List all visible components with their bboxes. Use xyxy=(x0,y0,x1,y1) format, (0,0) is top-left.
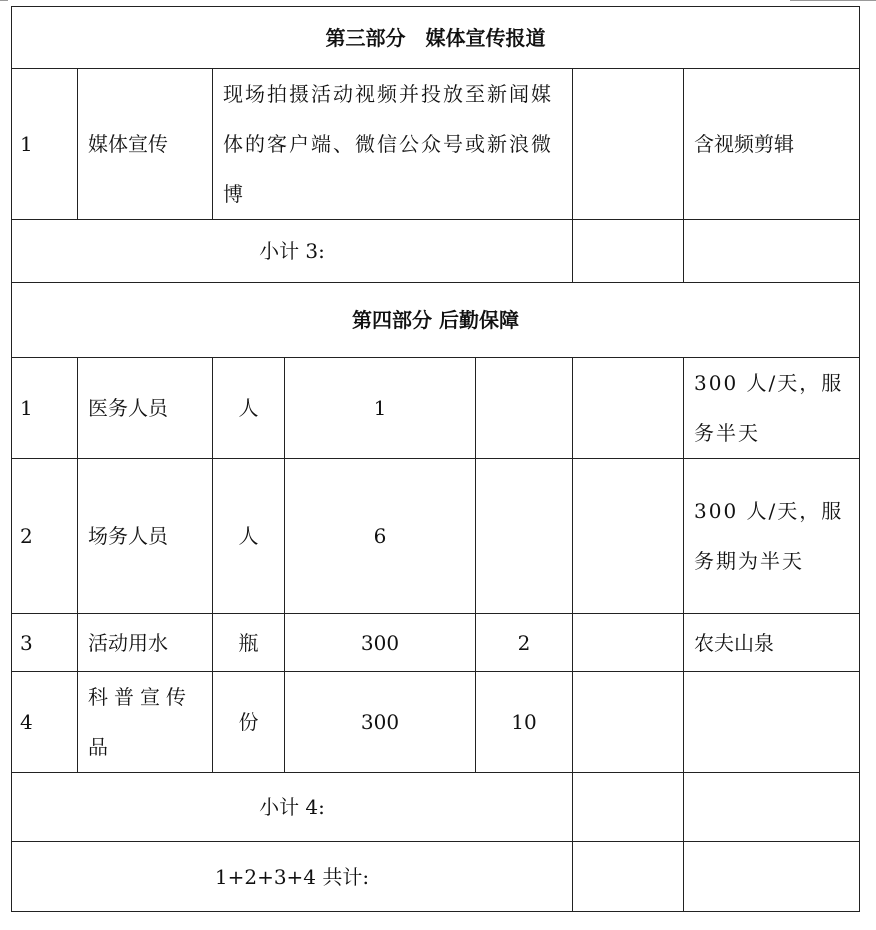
empty-cell xyxy=(684,672,860,773)
grand-total-label: 1+2+3+4 共计: xyxy=(12,842,573,912)
item-price: 10 xyxy=(476,672,573,773)
empty-cell xyxy=(573,358,684,459)
empty-cell xyxy=(573,614,684,672)
empty-cell xyxy=(573,672,684,773)
empty-cell xyxy=(684,842,860,912)
row-number: 1 xyxy=(12,358,78,459)
item-price xyxy=(476,358,573,459)
subtotal-row xyxy=(12,220,860,283)
item-note: 300 人/天，服务半天 xyxy=(684,358,860,459)
table-row xyxy=(12,614,860,672)
empty-cell xyxy=(573,459,684,614)
item-name: 医务人员 xyxy=(78,358,213,459)
table-row xyxy=(12,69,860,220)
empty-cell xyxy=(573,842,684,912)
part3-title: 第三部分 媒体宣传报道 xyxy=(12,7,860,69)
item-quantity: 1 xyxy=(285,358,476,459)
subtotal-4-label: 小计 4: xyxy=(12,773,573,842)
budget-table xyxy=(11,6,860,912)
item-content: 现场拍摄活动视频并投放至新闻媒体的客户端、微信公众号或新浪微博 xyxy=(213,69,573,220)
table-row xyxy=(12,672,860,773)
item-name: 媒体宣传 xyxy=(78,69,213,220)
empty-cell xyxy=(684,773,860,842)
subtotal-row xyxy=(12,773,860,842)
row-number: 3 xyxy=(12,614,78,672)
part4-header-row xyxy=(12,283,860,358)
table-row xyxy=(12,459,860,614)
empty-cell xyxy=(684,220,860,283)
item-quantity: 300 xyxy=(285,614,476,672)
top-edge-mark-right xyxy=(790,0,876,4)
item-note: 含视频剪辑 xyxy=(684,69,860,220)
empty-cell xyxy=(573,220,684,283)
row-number: 4 xyxy=(12,672,78,773)
empty-cell xyxy=(573,773,684,842)
item-quantity: 300 xyxy=(285,672,476,773)
table-row xyxy=(12,358,860,459)
item-price xyxy=(476,459,573,614)
item-note: 农夫山泉 xyxy=(684,614,860,672)
item-note: 300 人/天，服务期为半天 xyxy=(684,459,860,614)
item-name: 科普宣传品 xyxy=(78,672,213,773)
part3-header-row xyxy=(12,7,860,69)
item-price: 2 xyxy=(476,614,573,672)
empty-cell xyxy=(573,69,684,220)
top-edge-mark-left xyxy=(0,0,8,4)
item-unit: 瓶 xyxy=(213,614,285,672)
subtotal-3-label: 小计 3: xyxy=(12,220,573,283)
item-name: 活动用水 xyxy=(78,614,213,672)
item-unit: 人 xyxy=(213,459,285,614)
item-name: 场务人员 xyxy=(78,459,213,614)
item-unit: 人 xyxy=(213,358,285,459)
item-quantity: 6 xyxy=(285,459,476,614)
total-row xyxy=(12,842,860,912)
item-unit: 份 xyxy=(213,672,285,773)
part4-title: 第四部分 后勤保障 xyxy=(12,283,860,358)
row-number: 1 xyxy=(12,69,78,220)
row-number: 2 xyxy=(12,459,78,614)
